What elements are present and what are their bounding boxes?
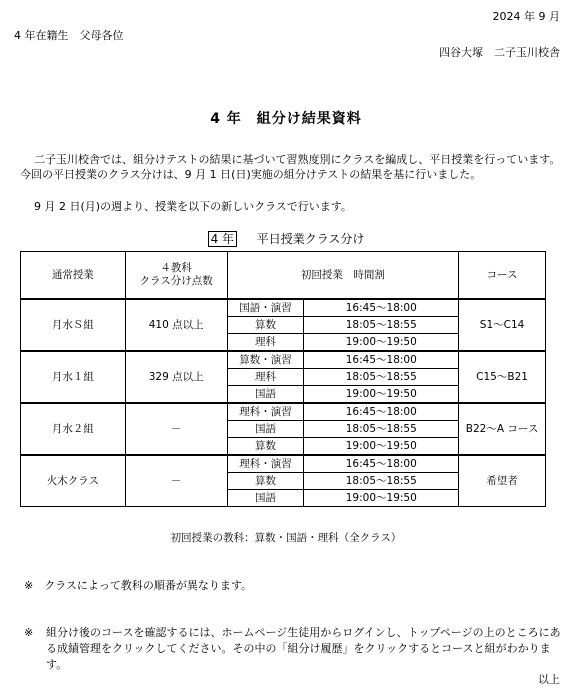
subject-cell: 理科	[227, 369, 304, 386]
class-name: 月水２組	[21, 403, 126, 455]
course-cell: 希望者	[459, 455, 546, 507]
document-title: 4 年 組分け結果資料	[210, 111, 362, 127]
intro-paragraph-2: 9 月 2 日(月)の週より、授業を以下の新しいクラスで行います。	[34, 200, 352, 213]
class-name: 月水１組	[21, 351, 126, 403]
closing-mark: 以上	[538, 673, 560, 686]
subject-cell: 国語	[227, 386, 304, 404]
time-cell: 16:45～18:00	[304, 455, 459, 473]
note-text: クラスによって教科の順番が異なります。	[44, 579, 253, 592]
class-score: 329 点以上	[125, 351, 227, 403]
note-mark: ※	[24, 579, 34, 592]
subject-cell: 算数	[227, 317, 304, 334]
time-cell: 19:00～19:50	[304, 334, 459, 352]
note-2	[24, 625, 564, 673]
time-cell: 16:45～18:00	[304, 403, 459, 421]
class-score: －	[125, 455, 227, 507]
table-row	[21, 351, 546, 369]
time-cell: 19:00～19:50	[304, 438, 459, 456]
header-score: ４教科 クラス分け点数	[125, 252, 227, 300]
table-title-text: 平日授業クラス分け	[256, 232, 365, 246]
note-text: 組分け後のコースを確認するには、ホームページ生徒用からログインし、トップページの上のところにある成績管理をクリックしてください。その中の「組分け履歴」をクリックするとコースと組がわかります。	[46, 626, 561, 671]
time-cell: 19:00～19:50	[304, 490, 459, 507]
time-cell: 19:00～19:50	[304, 386, 459, 404]
course-cell: C15～B21	[459, 351, 546, 403]
document-date: 2024 年 9 月	[492, 10, 560, 23]
subject-cell: 国語	[227, 421, 304, 438]
time-cell: 18:05～18:55	[304, 369, 459, 386]
subject-cell: 理科・演習	[227, 455, 304, 473]
header-class: 通常授業	[21, 252, 126, 300]
subject-cell: 理科・演習	[227, 403, 304, 421]
table-header-row	[21, 252, 546, 300]
subject-cell: 国語・演習	[227, 299, 304, 317]
subject-cell: 理科	[227, 334, 304, 352]
header-schedule: 初回授業 時間割	[227, 252, 459, 300]
time-cell: 16:45～18:00	[304, 299, 459, 317]
table-title-grade: 4 年	[208, 231, 237, 247]
table-title	[0, 230, 572, 247]
note-mark: ※	[24, 626, 34, 639]
sender-line: 四谷大塚 二子玉川校舎	[439, 46, 560, 59]
course-cell: S1～C14	[459, 299, 546, 351]
table-row	[21, 299, 546, 317]
subject-cell: 算数	[227, 438, 304, 456]
time-cell: 18:05～18:55	[304, 421, 459, 438]
recipient-line: 4 年在籍生 父母各位	[14, 29, 124, 42]
subject-cell: 算数	[227, 473, 304, 490]
class-score: 410 点以上	[125, 299, 227, 351]
table-row	[21, 455, 546, 473]
class-score: －	[125, 403, 227, 455]
table-row	[21, 403, 546, 421]
time-cell: 18:05～18:55	[304, 317, 459, 334]
class-name: 火木クラス	[21, 455, 126, 507]
subject-cell: 国語	[227, 490, 304, 507]
header-course: コース	[459, 252, 546, 300]
course-cell: B22～A コース	[459, 403, 546, 455]
time-cell: 16:45～18:00	[304, 351, 459, 369]
subject-cell: 算数・演習	[227, 351, 304, 369]
time-cell: 18:05～18:55	[304, 473, 459, 490]
class-schedule-table	[20, 251, 546, 507]
intro-paragraph-1: 二子玉川校舎では、組分けテストの結果に基づいて習熟度別にクラスを編成し、平日授業を行っています。今回の平日授業のクラス分けは、9 月 1 日(日)実施の組分けテストの結果を基に行いました。	[20, 153, 561, 181]
note-1	[24, 577, 252, 593]
class-name: 月水Ｓ組	[21, 299, 126, 351]
first-class-subjects-note: 初回授業の教科：算数・国語・理科（全クラス）	[170, 532, 402, 544]
